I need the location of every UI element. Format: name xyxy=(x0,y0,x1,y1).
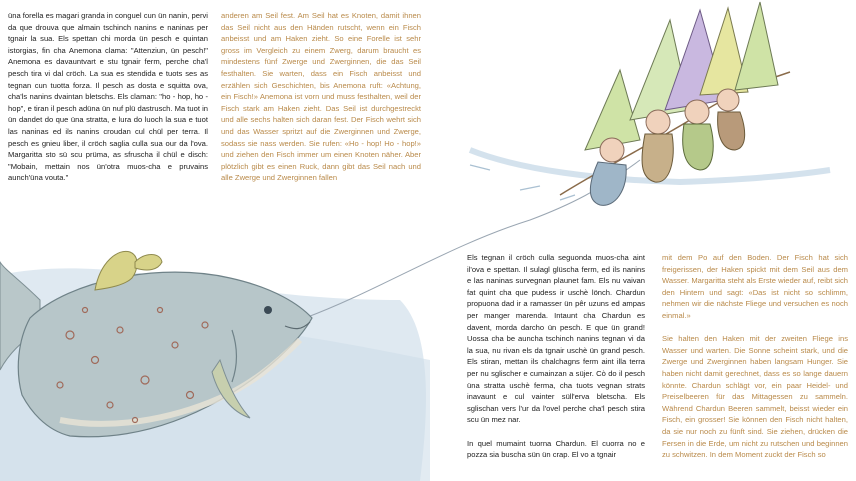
gnome-body-1 xyxy=(590,162,626,205)
german-paragraph: anderen am Seil fest. Am Seil hat es Knoten, damit ihnen das Seil nicht aus den Händen rutscht, wenn ein Fisch anbeisst und am Haken zieht. So eine Forelle ist sehr gross im Vergleich zu einem Zwerg, darum braucht es mindestens fünf Zwerge und Zwerginnen, die das Seil festhalten. Sie warten, dass ein Fisch anbeisst und erzählen sich Geschichten, bis Anemona ruft: «Achtung, ein Fisch!» Anemona ist vorn und muss festhalten, weil der Fisch stark am Haken zieht. Das Seil ist durchgestreckt und alle sechs halten sich daran fest. Der Fisch wehrt sich und das Wasser spritzt auf die Zwerginnen und Zwerge, sodass sie nass werden. Sie rufen: «Ho - hop! Ho - hop!» und ziehen den Fisch immer um einen Knoten näher. Aber plötzlich gibt es einen Ruck, dann gibt das Seil nach und alle Zwerge und Zwerginnen fallen xyxy=(221,11,421,183)
gnome-face-1 xyxy=(600,138,624,162)
gnome-hat-5 xyxy=(735,2,778,90)
romansh-paragraph: üna forella es magari granda in conguel cun ün nanin, pervi da que drouva que almain tschinch nanins e naninas per tgnair la sua. Els spettan chi morda ün pesch e quintan istorgias, fin cha Anemona clama: "Attenziun, ün pesch!" Anemona es davauntvart e stu tgnair ferm, perche cha'l pesch tira vi dal cröch. La sua es stendida e tuots ses as tegnan cun tuotta forza. Il pesch as dosta e squitta ova, cha'ls nanins dvaintan bletschs. Els claman: "ho - hop, ho - hop", e tiran il pesch adüna ün nuf plü dastrusch. Ma tuot in ün dandet do que üna stratta, e lura do luoch la sua e tuot las naninas ed ils nanins croudan cul chül per terra. Il pesch es gnieu liber, il cröch saglia culla sua our da l'ova. Margaritta sto sü scu prüma, as sfruscha il chül e disch: "Mobain, mettain nos ün'otra muos-cha e pruvains aunch'üna vouta." xyxy=(8,11,208,183)
german-paragraph-2: Sie halten den Haken mit der zweiten Fliege ins Wasser und warten. Die Sonne scheint stark, und die Zwerge und Zwerginnen haben langsam Hunger. Sie haben nicht damit gerechnet, dass es so lange dauern könnte. Chardun schlägt vor, ein paar Heidel- und Preiselbeeren für das Mittagessen zu sammeln. Während Chardun Beeren sammelt, beisst wieder ein Fisch, ein grosser! Sie können den Fisch nicht halten, da sie nur noch zu fünft sind. Sie ziehen, drücken die Fersen in die Erde, um nicht zu rutschen und beginnen zu schwitzen. In dem Moment zuckt der Fisch so xyxy=(662,334,848,460)
gnome-body-3 xyxy=(683,124,714,170)
gnome-face-4 xyxy=(717,89,739,111)
german-column-left xyxy=(221,10,421,196)
romansh-column-left xyxy=(8,10,208,196)
romansh-paragraph-2: In quel mumaint tuorna Chardun. El cuorra no e pozza sia buscha sün ün crap. El vo a tgnair xyxy=(467,438,645,460)
gnomes-pulling-rope-illustration xyxy=(470,2,830,205)
gnome-face-3 xyxy=(685,100,709,124)
gnome-body-4 xyxy=(718,112,745,150)
small-fin xyxy=(135,255,162,271)
german-paragraph-1: mit dem Po auf den Boden. Der Fisch hat sich freigerissen, der Haken spickt mit dem Seil aus dem Wasser. Margaritta steht als Erste wieder auf, reibt sich den Hintern und sagt: «Das ist nicht so schlimm, nehmen wir die nächste Fliege und versuchen es noch einmal.» xyxy=(662,253,848,320)
gnome-body-2 xyxy=(642,134,673,182)
romansh-paragraph-1: Els tegnan il cröch culla seguonda muos-cha aint il'ova e spettan. Il sulagl glüscha ferm, ed ils nanins e las naninas survegnan plaunet fam. Els nu vaivan fat quint cha que pudess ir uschè lönch. Chardun propuona dad ir a ramasser ün pêr uzuns ed ampas per manger marenda. Intaunt cha Chardun es davent, morda darcho ün pesch. E que ün grand! Uossa cha be auncha tschinch nanins tegnan vi da la sua, nu rivan els da tgnair uschè ün grand pesch. Els stiran, mettan ils chalchagns ferm aint illa terra per nu sglischer e cumainzan a süjer. Cò do il pesch üna stratta uschè ferma, cha tuots vegnan strats inavaunt e cul vainter süll'erva bletscha. Els sglischan vers l'ur da l'ovel perche cha'l pesch stira scu ün mez nar. xyxy=(467,253,645,425)
german-column-right xyxy=(662,252,848,472)
gnome-face-2 xyxy=(646,110,670,134)
romansh-column-right xyxy=(467,252,645,472)
fish-eye xyxy=(264,306,272,314)
